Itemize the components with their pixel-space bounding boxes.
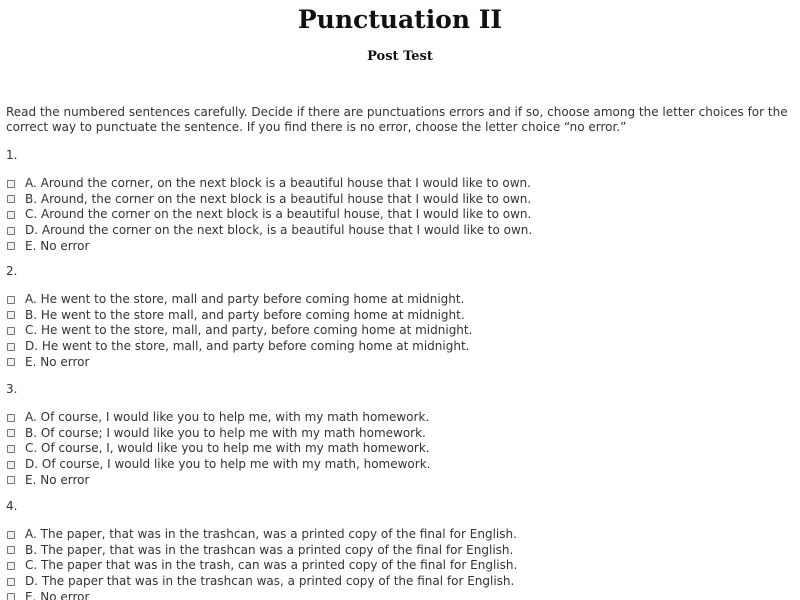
choice-option[interactable] — [6, 207, 794, 223]
choice-label: D. Of course, I would like you to help me with my math, homework. — [25, 457, 431, 472]
radio-button[interactable] — [7, 242, 15, 250]
choice-label: A. Of course, I would like you to help me, with my math homework. — [25, 410, 430, 425]
radio-button[interactable] — [7, 546, 15, 554]
page-subtitle: Post Test — [367, 49, 433, 64]
question-number: 1. — [6, 148, 18, 162]
choice-option[interactable] — [6, 558, 794, 574]
choice-label: D. He went to the store, mall, and party before coming home at midnight. — [25, 339, 470, 354]
radio-button[interactable] — [7, 593, 15, 600]
choice-option[interactable] — [6, 441, 794, 457]
choice-option[interactable] — [6, 426, 794, 442]
radio-button[interactable] — [7, 414, 15, 422]
choice-label: E. No error — [25, 354, 90, 369]
choice-option[interactable] — [6, 574, 794, 590]
choice-label: D. Around the corner on the next block, is a beautiful house that I would like to own. — [25, 223, 533, 238]
choice-label: E. No error — [25, 589, 90, 600]
choice-option[interactable] — [6, 292, 794, 308]
radio-button[interactable] — [7, 227, 15, 235]
choice-list — [6, 410, 794, 488]
question-number: 4. — [6, 499, 18, 513]
question-number: 2. — [6, 264, 18, 278]
choice-list — [6, 527, 794, 600]
choice-option[interactable] — [6, 527, 794, 543]
choice-label: B. Around, the corner on the next block is a beautiful house that I would like to own. — [25, 191, 532, 206]
radio-button[interactable] — [7, 461, 15, 469]
choice-option[interactable] — [6, 238, 794, 254]
choice-label: A. Around the corner, on the next block is a beautiful house that I would like to own. — [25, 176, 531, 191]
choice-label: C. He went to the store, mall, and party, before coming home at midnight. — [25, 323, 473, 338]
choice-label: C. The paper that was in the trash, can was a printed copy of the final for English. — [25, 558, 518, 573]
radio-button[interactable] — [7, 327, 15, 335]
choice-option[interactable] — [6, 472, 794, 488]
choice-label: A. The paper, that was in the trashcan, was a printed copy of the final for English. — [25, 527, 517, 542]
radio-button[interactable] — [7, 562, 15, 570]
choice-label: B. The paper, that was in the trashcan was a printed copy of the final for English. — [25, 542, 514, 557]
radio-button[interactable] — [7, 296, 15, 304]
choice-label: C. Around the corner on the next block is a beautiful house, that I would like to own. — [25, 207, 532, 222]
choice-option[interactable] — [6, 323, 794, 339]
instructions-text: Read the numbered sentences carefully. Decide if there are punctuations errors and if so, choose among the letter choices for the correct way to punctuate the sentence. If you find there is no error, choose the letter choice “no error.” — [6, 105, 788, 134]
radio-button[interactable] — [7, 195, 15, 203]
question-3 — [6, 382, 794, 488]
choice-label: C. Of course, I, would like you to help me with my math homework. — [25, 441, 430, 456]
choice-label: A. He went to the store, mall and party before coming home at midnight. — [25, 292, 465, 307]
choice-option[interactable] — [6, 410, 794, 426]
choice-label: E. No error — [25, 472, 90, 487]
choice-option[interactable] — [6, 354, 794, 370]
choice-list — [6, 292, 794, 370]
radio-button[interactable] — [7, 429, 15, 437]
radio-button[interactable] — [7, 311, 15, 319]
page-title: Punctuation II — [297, 5, 503, 34]
question-1 — [6, 148, 794, 254]
choice-label: B. He went to the store mall, and party before coming home at midnight. — [25, 307, 465, 322]
radio-button[interactable] — [7, 180, 15, 188]
question-number: 3. — [6, 382, 18, 396]
choice-label: B. Of course; I would like you to help me with my math homework. — [25, 425, 426, 440]
radio-button[interactable] — [7, 476, 15, 484]
choice-label: E. No error — [25, 238, 90, 253]
radio-button[interactable] — [7, 211, 15, 219]
choice-option[interactable] — [6, 457, 794, 473]
radio-button[interactable] — [7, 358, 15, 366]
radio-button[interactable] — [7, 531, 15, 539]
radio-button[interactable] — [7, 343, 15, 351]
choice-option[interactable] — [6, 192, 794, 208]
question-2 — [6, 264, 794, 370]
choice-label: D. The paper that was in the trashcan was, a printed copy of the final for English. — [25, 574, 515, 589]
choice-option[interactable] — [6, 223, 794, 239]
choice-option[interactable] — [6, 339, 794, 355]
question-4 — [6, 499, 794, 600]
choice-option[interactable] — [6, 308, 794, 324]
choice-list — [6, 176, 794, 254]
choice-option[interactable] — [6, 589, 794, 600]
choice-option[interactable] — [6, 176, 794, 192]
radio-button[interactable] — [7, 578, 15, 586]
choice-option[interactable] — [6, 543, 794, 559]
radio-button[interactable] — [7, 445, 15, 453]
